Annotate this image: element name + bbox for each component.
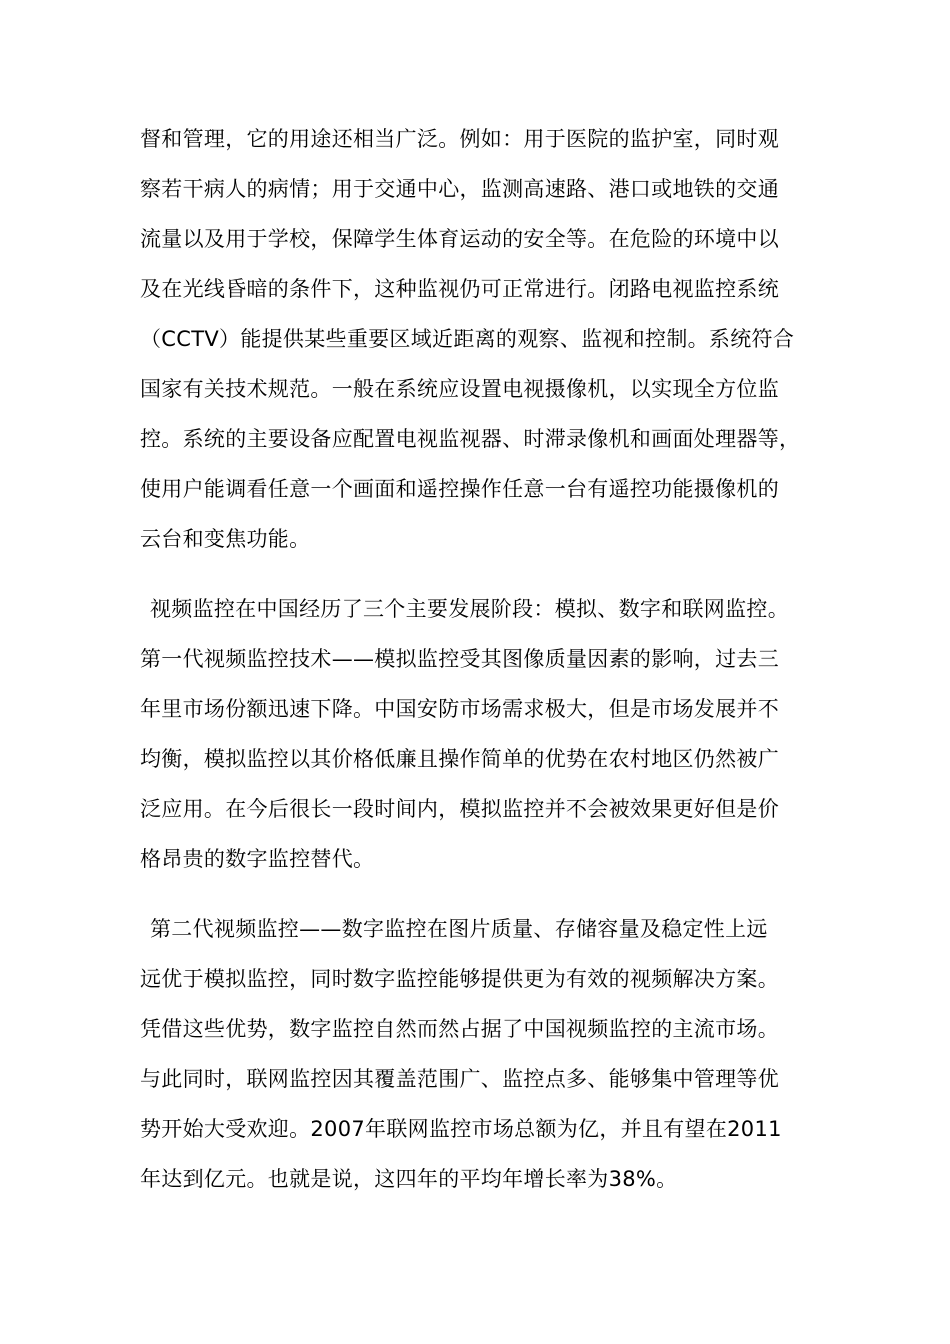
- text-line: 使用户能调看任意一个画面和遥控操作任意一台有遥控功能摄像机的: [140, 477, 779, 501]
- text-line: 国家有关技术规范。一般在系统应设置电视摄像机，以实现全方位监: [140, 377, 779, 401]
- text-line: （CCTV）能提供某些重要区域近距离的观察、监视和控制。系统符合: [140, 327, 795, 351]
- text-line: 控。系统的主要设备应配置电视监视器、时滞录像机和画面处理器等，: [140, 427, 801, 451]
- text-line: 远优于模拟监控，同时数字监控能够提供更为有效的视频解决方案。: [140, 967, 779, 991]
- text-line: 凭借这些优势，数字监控自然而然占据了中国视频监控的主流市场。: [140, 1017, 779, 1041]
- text-line: 云台和变焦功能。: [140, 527, 311, 551]
- text-line: 年里市场份额迅速下降。中国安防市场需求极大，但是市场发展并不: [140, 697, 779, 721]
- text-line: 均衡，模拟监控以其价格低廉且操作简单的优势在农村地区仍然被广: [140, 747, 779, 771]
- text-line: 流量以及用于学校，保障学生体育运动的安全等。在危险的环境中以: [140, 227, 779, 251]
- text-line: 格昂贵的数字监控替代。: [140, 847, 375, 871]
- text-line: 察若干病人的病情；用于交通中心，监测高速路、港口或地铁的交通: [140, 177, 779, 201]
- text-line: 及在光线昏暗的条件下，这种监视仍可正常进行。闭路电视监控系统: [140, 277, 779, 301]
- text-line: 年达到亿元。也就是说，这四年的平均年增长率为38%。: [140, 1167, 678, 1191]
- text-line: 势开始大受欢迎。2007年联网监控市场总额为亿，并且有望在2011: [140, 1117, 782, 1141]
- text-line: 督和管理，它的用途还相当广泛。例如：用于医院的监护室，同时观: [140, 127, 779, 151]
- text-line: 与此同时，联网监控因其覆盖范围广、监控点多、能够集中管理等优: [140, 1067, 779, 1091]
- text-line: 第二代视频监控——数字监控在图片质量、存储容量及稳定性上远: [150, 917, 768, 941]
- text-line: 视频监控在中国经历了三个主要发展阶段：模拟、数字和联网监控。: [150, 597, 789, 621]
- text-line: 泛应用。在今后很长一段时间内，模拟监控并不会被效果更好但是价: [140, 797, 779, 821]
- text-line: 第一代视频监控技术——模拟监控受其图像质量因素的影响，过去三: [140, 647, 779, 671]
